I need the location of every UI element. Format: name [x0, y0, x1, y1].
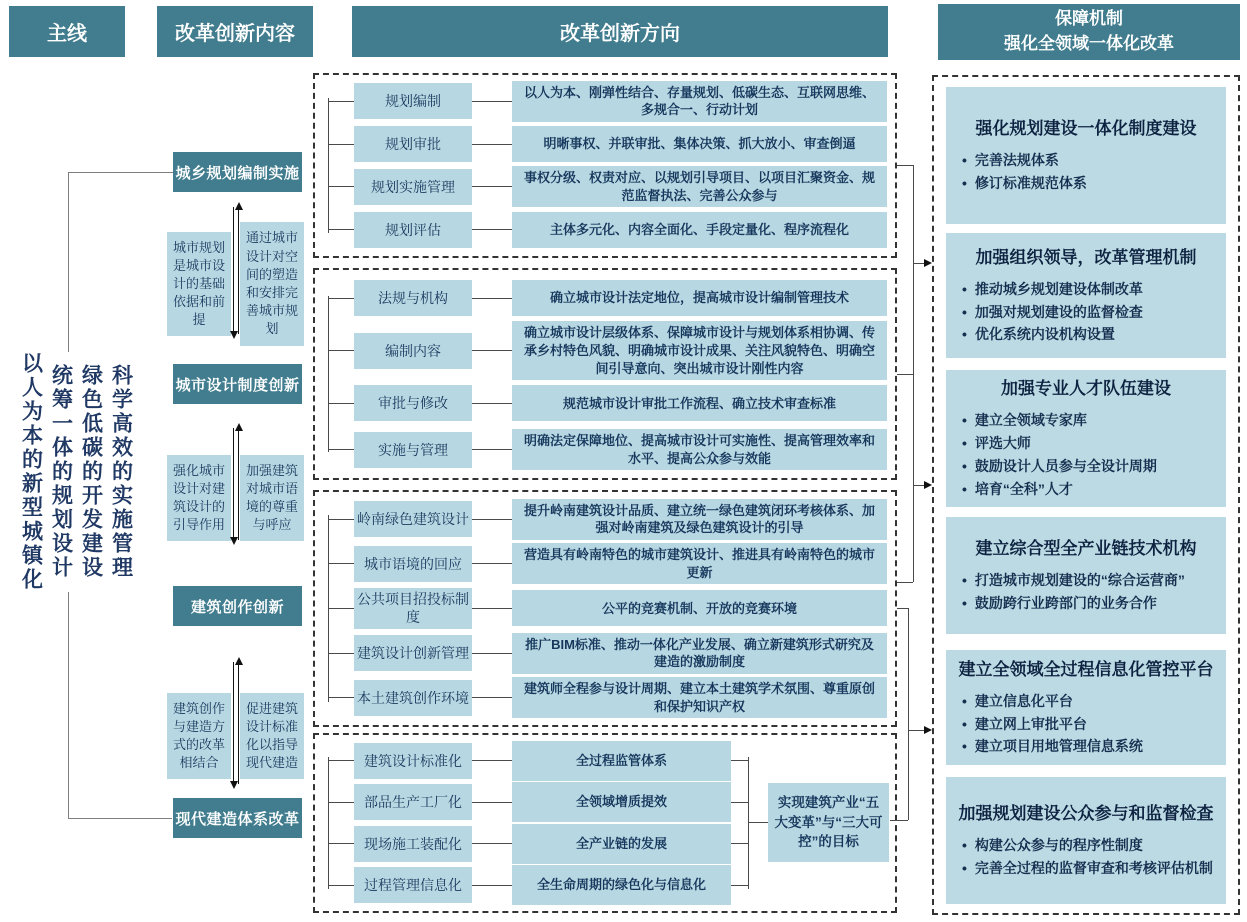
direction-label: 城市语境的回应	[354, 546, 472, 582]
guarantee-title: 加强组织领导，改革管理机制	[975, 247, 1197, 267]
relation-right: 加强建筑对城市语境的尊重与呼应	[240, 455, 304, 542]
connector-stub	[328, 229, 354, 230]
guarantee-box-agency	[946, 517, 1226, 634]
direction-label: 岭南绿色建筑设计	[354, 501, 472, 537]
bullet-item: • 建立网上审批平台	[958, 715, 1214, 734]
direction-label: 编制内容	[354, 333, 472, 369]
connector-line	[472, 144, 512, 145]
connector-mainline-bottom	[68, 818, 172, 819]
direction-desc: 全生命周期的绿色化与信息化	[512, 865, 731, 905]
connector-stub	[328, 885, 354, 886]
direction-desc: 事权分级、权责对应、以规划引导项目、以项目汇聚资金、规范监督执法、完善公众参与	[512, 166, 887, 207]
connector-line	[472, 885, 512, 886]
guarantee-title: 建立综合型全产业链技术机构	[975, 539, 1197, 559]
node-urban-rural-planning: 城乡规划编制实施	[173, 152, 302, 192]
direction-label: 规划审批	[354, 126, 472, 162]
bullet-item: • 评选大师	[958, 434, 1214, 453]
bullet-item: • 建立项目用地管理信息系统	[958, 737, 1214, 756]
bullet-item: • 修订标准规范体系	[958, 174, 1214, 193]
connector-stub	[328, 101, 354, 102]
header-main-line: 主线	[9, 6, 125, 57]
connector-stub	[328, 519, 354, 520]
connector-line	[472, 229, 512, 230]
connector-line	[731, 760, 748, 761]
connector-stub	[897, 165, 913, 166]
node-architectural-creation: 建筑创作创新	[173, 586, 302, 626]
direction-group-urban-design	[313, 268, 897, 480]
node-urban-design-system: 城市设计制度创新	[173, 364, 302, 404]
relation-left: 强化城市设计对建筑设计的引导作用	[167, 455, 231, 542]
guarantee-title: 加强规划建设公众参与和监督检查	[958, 804, 1214, 824]
direction-label: 现场施工装配化	[354, 826, 472, 862]
direction-group-architecture	[313, 490, 897, 727]
direction-row	[328, 542, 887, 587]
direction-desc: 建筑师全程参与设计周期、建立本土建筑学术氛围、尊重原创和保护知识产权	[512, 677, 887, 718]
bullet-item: • 鼓励跨行业跨部门的业务合作	[958, 594, 1214, 613]
connector-stub	[328, 563, 354, 564]
guarantee-box-leadership	[946, 233, 1226, 358]
guarantee-title: 加强专业人才队伍建设	[1001, 379, 1171, 399]
direction-row	[328, 275, 887, 321]
direction-row	[328, 675, 887, 720]
direction-desc: 营造具有岭南特色的城市建筑设计、推进具有岭南特色的城市更新	[512, 543, 887, 584]
guarantee-box-talent	[946, 370, 1226, 507]
connector-stub	[897, 608, 908, 609]
direction-desc: 提升岭南建筑设计品质、建立统一绿色建筑闭环考核体系、加强对岭南建筑及绿色建筑设计的引导	[512, 499, 887, 540]
direction-row	[328, 427, 887, 473]
connector-line	[472, 403, 512, 404]
connector-stub	[890, 820, 908, 821]
bullet-item: • 优化系统内设机构设置	[958, 325, 1214, 344]
right-arrow-icon	[924, 259, 932, 267]
bullet-item: • 完善全过程的监督审查和考核评估机制	[958, 859, 1214, 878]
connector-mainline-top	[68, 172, 173, 173]
connector-stub	[897, 582, 913, 583]
direction-label: 实施与管理	[354, 432, 472, 468]
guarantee-box-supervision	[946, 777, 1226, 904]
bullet-item: • 鼓励设计人员参与全设计周期	[958, 457, 1214, 476]
bullet-item: • 建立信息化平台	[958, 692, 1214, 711]
direction-label: 部品生产工厂化	[354, 784, 472, 820]
guarantee-title: 强化规划建设一体化制度建设	[975, 119, 1197, 139]
connector-line	[472, 653, 512, 654]
connector-line	[472, 843, 512, 844]
relation-right: 通过城市设计对空间的塑造和安排完善城市规划	[240, 222, 304, 345]
relation-right: 促进建筑设计标准化以指导现代建造	[240, 693, 304, 780]
direction-row	[328, 631, 887, 676]
guarantee-title: 建立全领域全过程信息化管控平台	[958, 659, 1214, 679]
direction-desc: 以人为本、刚弹性结合、存量规划、低碳生态、互联网思维、多规合一、行动计划	[512, 81, 887, 122]
connector-line	[731, 843, 748, 844]
principle-column: 以人为本的新型城镇化	[19, 352, 43, 592]
bullet-item: • 打造城市规划建设的“综合运营商”	[958, 571, 1214, 590]
direction-label: 建筑设计创新管理	[354, 635, 472, 671]
connector-line	[472, 563, 512, 564]
direction-row	[328, 80, 887, 123]
connector-line	[472, 186, 512, 187]
connector-stub	[328, 144, 354, 145]
connector-stub	[328, 697, 354, 698]
direction-desc: 主体多元化、内容全面化、手段定量化、程序流程化	[512, 212, 887, 248]
direction-desc: 确立城市设计法定地位，提高城市设计编制管理技术	[512, 280, 887, 316]
direction-label: 法规与机构	[354, 280, 472, 316]
connector-stub	[328, 653, 354, 654]
bullet-item: • 推动城乡规划建设体制改革	[958, 280, 1214, 299]
header-guarantee-line1: 保障机制	[1055, 9, 1123, 29]
connector-line	[731, 885, 748, 886]
connector-line	[472, 697, 512, 698]
connector-stub	[328, 843, 354, 844]
node-modern-construction: 现代建造体系改革	[173, 798, 302, 838]
connector-rail	[748, 757, 749, 889]
direction-group-planning	[313, 73, 897, 258]
bullet-item: • 构建公众参与的程序性制度	[958, 836, 1214, 855]
connector-line	[472, 608, 512, 609]
connector-stub	[328, 760, 354, 761]
direction-desc: 全过程监管体系	[512, 741, 731, 781]
connector-stub	[897, 374, 913, 375]
direction-desc: 全领域增质提效	[512, 782, 731, 822]
direction-row	[328, 497, 887, 542]
direction-desc: 公平的竞赛机制、开放的竞赛环境	[512, 590, 887, 626]
direction-label: 规划实施管理	[354, 169, 472, 205]
construction-goal-box: 实现建筑产业“五大变革”与“三大可控”的目标	[768, 783, 889, 862]
connector-stub	[328, 449, 354, 450]
relation-left: 建筑创作与建造方式的改革相结合	[167, 693, 231, 780]
connector-line	[472, 519, 512, 520]
direction-desc: 确立城市设计层级体系、保障城市设计与规划体系相协调、传承乡村特色风貌、明确城市设计成果、关注风貌特色、明确空间引导意向、突出城市设计刚性内容	[512, 321, 887, 380]
principle-column: 统筹一体的规划设计	[49, 364, 73, 580]
guarantee-panel	[932, 75, 1240, 915]
direction-group-construction	[313, 733, 897, 913]
right-arrow-icon	[924, 726, 932, 734]
direction-label: 公共项目招投标制度	[354, 588, 472, 628]
direction-row	[328, 321, 887, 380]
direction-desc: 规范城市设计审批工作流程、确立技术审查标准	[512, 385, 887, 421]
direction-row	[328, 166, 887, 209]
connector-line	[472, 298, 512, 299]
direction-label: 过程管理信息化	[354, 867, 472, 903]
two-way-arrow-icon	[231, 203, 241, 338]
two-way-arrow-icon	[231, 424, 241, 544]
bullet-item: • 培育“全科”人才	[958, 480, 1214, 499]
direction-desc: 明确法定保障地位、提高城市设计可实施性、提高管理效率和水平、提高公众参与效能	[512, 429, 887, 470]
direction-row	[328, 740, 895, 782]
header-guarantee-mechanism	[938, 4, 1240, 60]
connector-rail-lower	[908, 608, 909, 820]
connector-line	[472, 350, 512, 351]
principle-column: 绿色低碳的开发建设	[79, 364, 103, 580]
connector-line	[472, 802, 512, 803]
direction-row	[328, 865, 895, 907]
direction-desc: 全产业链的发展	[512, 824, 731, 864]
connector-rail-upper	[913, 165, 914, 582]
connector-stub	[328, 298, 354, 299]
bullet-item: • 加强对规划建设的监督检查	[958, 303, 1214, 322]
connector-stub	[328, 802, 354, 803]
direction-label: 本土建筑创作环境	[354, 680, 472, 716]
connector-line	[472, 760, 512, 761]
bullet-item: • 完善法规体系	[958, 151, 1214, 170]
connector-stub	[328, 403, 354, 404]
direction-label: 规划评估	[354, 212, 472, 248]
two-way-arrow-icon	[231, 658, 241, 788]
direction-row	[328, 123, 887, 166]
relation-left: 城市规划是城市设计的基础依据和前提	[167, 232, 231, 337]
direction-row	[328, 380, 887, 426]
direction-row	[328, 208, 887, 251]
guarantee-box-platform	[946, 650, 1226, 765]
header-reform-content: 改革创新内容	[157, 6, 313, 57]
bullet-item: • 建立全领域专家库	[958, 411, 1214, 430]
connector-line	[472, 449, 512, 450]
direction-label: 审批与修改	[354, 385, 472, 421]
header-reform-direction: 改革创新方向	[352, 6, 888, 57]
direction-desc: 明晰事权、并联审批、集体决策、抓大放小、审查倒逼	[512, 126, 887, 162]
connector-line	[472, 101, 512, 102]
connector-line	[748, 822, 768, 823]
direction-desc: 推广BIM标准、推动一体化产业发展、确立新建筑形式研究及建造的激励制度	[512, 633, 887, 674]
principle-column: 科学高效的实施管理	[109, 364, 133, 580]
connector-stub	[328, 608, 354, 609]
guarantee-box-institution	[946, 87, 1226, 224]
main-line-principles	[0, 352, 152, 592]
connector-stub	[328, 350, 354, 351]
connector-stub	[328, 186, 354, 187]
right-arrow-icon	[924, 481, 932, 489]
direction-row	[328, 586, 887, 631]
direction-label: 规划编制	[354, 83, 472, 119]
header-guarantee-line2: 强化全领域一体化改革	[1004, 34, 1174, 53]
direction-label: 建筑设计标准化	[354, 743, 472, 779]
connector-line	[731, 802, 748, 803]
